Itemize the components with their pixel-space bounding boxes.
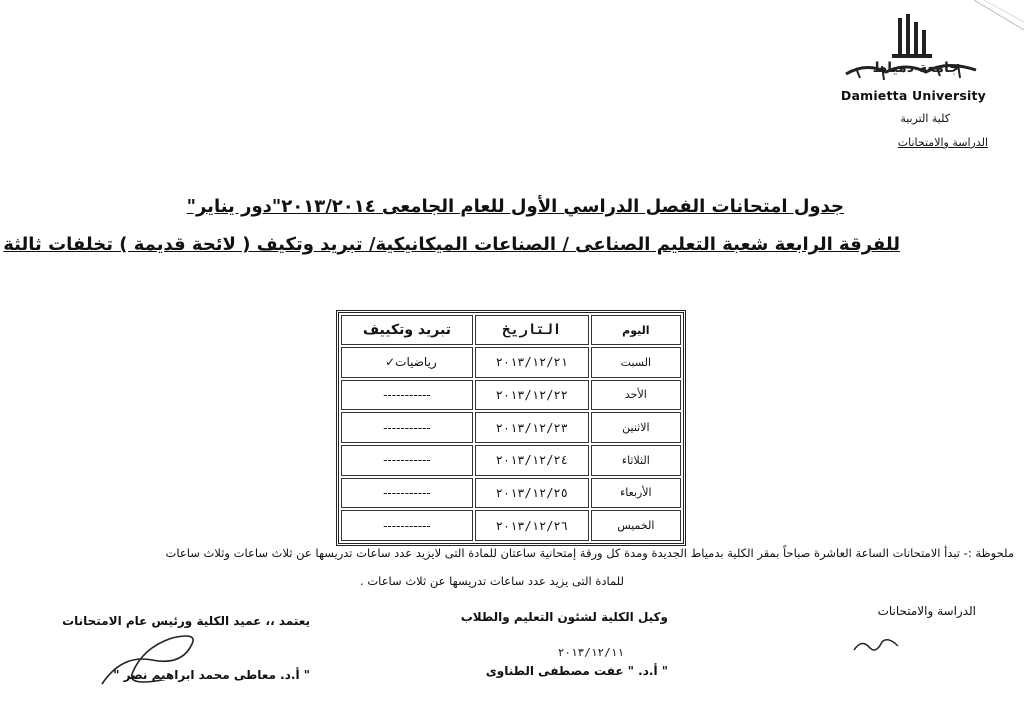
subject-cell: ----------- [341,380,473,411]
schedule-subtitle: للفرقة الرابعة شعبة التعليم الصناعى / الصناعات الميكانيكية/ تبريد وتكيف ( لائحة قديمة ) تخلفات ثالثة [3,234,900,255]
table-row [341,380,681,411]
day-cell: الاثنين [591,412,681,443]
university-name-ar: جامعة دمياط [872,60,960,76]
date-cell: ٢٠١٣/١٢/٢٥ [475,478,589,509]
day-cell: السبت [591,347,681,378]
table-header-row [341,315,681,345]
subject-cell: ----------- [341,510,473,541]
table-row [341,412,681,443]
date-cell: ٢٠١٣/١٢/٢٣ [475,412,589,443]
date-cell: ٢٠١٣/١٢/٢١ [475,347,589,378]
day-cell: الأحد [591,380,681,411]
day-cell: الثلاثاء [591,445,681,476]
header-subject: تبريد وتكييف [341,315,473,345]
header-day: اليوم [591,315,681,345]
dept-signature-scribble [852,634,900,656]
exam-note-line2: للمادة التى يزيد عدد ساعات تدريسها عن ثلاث ساعات . [360,574,624,588]
subject-cell: ----------- [341,445,473,476]
day-cell: الخميس [591,510,681,541]
signature-vice-dean-name: " أ.د. " عفت مصطفى الطناوى [485,664,668,678]
signature-vice-dean-title: وكيل الكلية لشئون التعليم والطلاب [460,610,668,624]
exam-note-line1: ملحوظة :- تبدأ الامتحانات الساعة العاشرة صباحاً بمقر الكلية بدمياط الجديدة ومدة كل ورقة إمتحانية ساعتان للمادة التى لايزيد عدد ساعات تدريسها عن ثلاث ساعات وثلاث ساعات [165,546,1014,560]
subject-text: رياضيات [395,355,437,370]
date-cell: ٢٠١٣/١٢/٢٦ [475,510,589,541]
schedule-title: جدول امتحانات الفصل الدراسي الأول للعام الجامعى ٢٠١٣/٢٠١٤"دور يناير" [186,196,844,217]
subject-cell: ----------- [341,412,473,443]
table-row [341,445,681,476]
subject-cell: ----------- [341,478,473,509]
table-row [341,478,681,509]
day-cell: الأربعاء [591,478,681,509]
table-row [341,347,681,378]
signature-dept-title: الدراسة والامتحانات [877,604,976,618]
date-cell: ٢٠١٣/١٢/٢٤ [475,445,589,476]
signature-date: ٢٠١٣/١٢/١١ [557,646,624,659]
department-name: الدراسة والامتحانات [897,136,988,149]
table-row [341,510,681,541]
exam-schedule-table [336,310,686,546]
dean-signature-scribble [92,624,212,694]
checkmark-icon: ✓ [385,355,396,370]
date-cell: ٢٠١٣/١٢/٢٢ [475,380,589,411]
signature-dean-title: يعتمد ،، عميد الكلية ورئيس عام الامتحانات [62,614,310,628]
header-date: التاريخ [475,315,589,345]
university-logo [836,14,996,84]
subject-cell [341,347,473,378]
university-name-en: Damietta University [840,88,986,103]
signature-dean-name: " أ.د. معاطى محمد ابراهيم نصر " [113,668,310,682]
faculty-name: كلية التربية [900,112,950,125]
